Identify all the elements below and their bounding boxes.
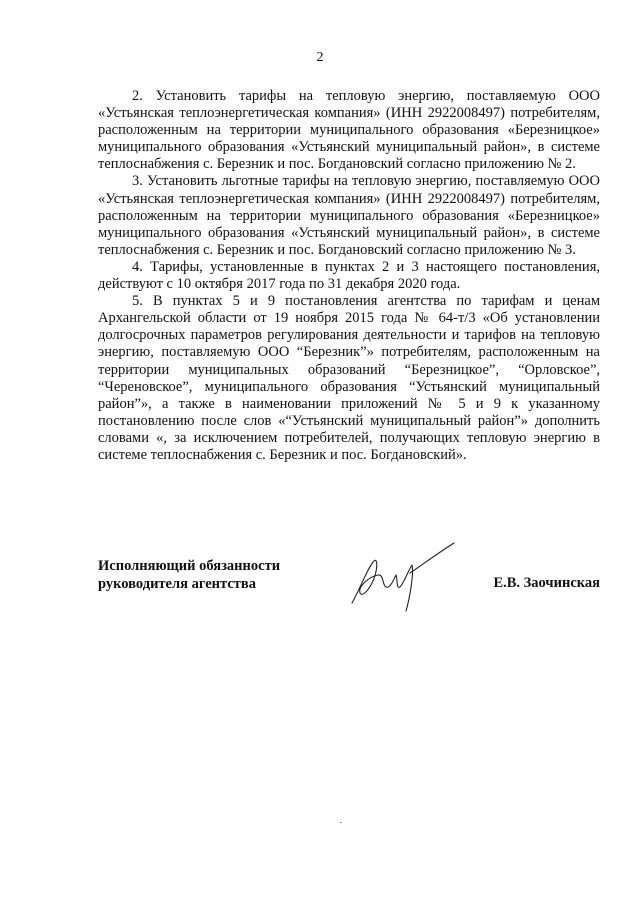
signer-name: Е.В. Заочинская	[493, 575, 600, 591]
signer-position	[98, 557, 280, 593]
scan-mark	[340, 822, 342, 823]
page-number: 2	[316, 50, 324, 65]
document-body	[98, 88, 600, 464]
signer-position-line2: руководителя агентства	[98, 576, 256, 592]
paragraph-item-4: 4. Тарифы, установленные в пунктах 2 и 3 настоящего постановления, действуют с 10 октября 2017 года по 31 декабря 2020 года.	[98, 258, 600, 293]
signature-block	[98, 557, 600, 617]
paragraph-item-3: 3. Установить льготные тарифы на тепловую энергию, поставляемую ООО «Устьянская теплоэнергетическая компания» (ИНН 2922008497) потребителям, расположенным на территории муниципального образования «Березницкое» муниципального образования «Устьянский муниципальный район», в системе теплоснабжения с. Березник и пос. Богдановский согласно приложению № 3.	[98, 173, 600, 258]
paragraph-item-2: 2. Установить тарифы на тепловую энергию, поставляемую ООО «Устьянская теплоэнергетическая компания» (ИНН 2922008497) потребителям, расположенным на территории муниципального образования «Березницкое» муниципального образования «Устьянский муниципальный район», в системе теплоснабжения с. Березник и пос. Богдановский согласно приложению № 2.	[98, 88, 600, 173]
signer-position-line1: Исполняющий обязанности	[98, 558, 281, 574]
handwritten-signature	[338, 537, 458, 617]
paragraph-item-5: 5. В пунктах 5 и 9 постановления агентства по тарифам и ценам Архангельской области от 19 ноября 2015 года № 64-т/3 «Об установлении долгосрочных параметров регулирования деятельности и тарифов на тепловую энергию, поставляемую ООО “Березник”» потребителям, расположенным на территории муниципальных образований “Березницкое”, “Орловское”, “Череновское”, муниципального образования “Устьянский муниципальный район”», а также в наименовании приложений № 5 и 9 к указанному постановлению после слов «“Устьянский муниципальный район”» дополнить словами «, за исключением потребителей, получающих тепловую энергию в системе теплоснабжения с. Березник и пос. Богдановский».	[98, 293, 600, 463]
